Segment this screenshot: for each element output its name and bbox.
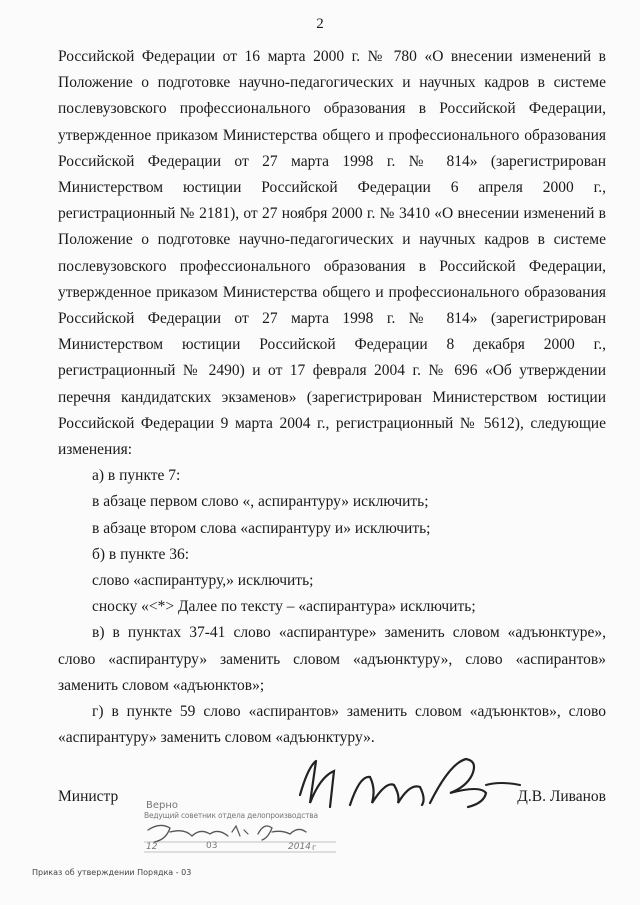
certification-stamp <box>140 800 340 862</box>
body-text <box>58 44 606 751</box>
stamp-date-year: 2014 <box>288 842 311 852</box>
minister-title: Министр <box>58 788 119 805</box>
page-number: 2 <box>316 16 324 32</box>
paragraph: Российской Федерации от 16 марта 2000 г. № 780 «О внесении изменений в Положение о подготовке научно-педагогических и научных кадров в системе послевузовского профессионального образования в Российской Федерации, утвержденное приказом Министерства общего и профессионального образования Российской Федерации от 27 марта 1998 г. № 814» (зарегистрирован Министерством юстиции Российской Федерации 6 апреля 2000 г., регистрационный № 2181), от 27 ноября 2000 г. № 3410 «О внесении изменений в Положение о подготовке научно-педагогических и научных кадров в системе послевузовского профессионального образования в Российской Федерации, утвержденное приказом Министерства общего и профессионального образования Российской Федерации от 27 марта 1998 г. № 814» (зарегистрирован Министерством юстиции Российской Федерации 8 декабря 2000 г., регистрационный № 2490) и от 17 февраля 2004 г. № 696 «Об утверждении перечня кандидатских экзаменов» (зарегистрирован Министерством юстиции Российской Федерации 9 марта 2004 г., регистрационный № 5612), следующие изменения: <box>58 48 606 459</box>
minister-name: Д.В. Ливанов <box>517 788 606 805</box>
paragraph: г) в пункте 59 слово «аспирантов» заменить словом «адъюнктов», слово «аспирантуру» заменить словом «адъюнктуру». <box>58 703 606 747</box>
footer-text: Приказ об утверждении Порядка - 03 <box>32 868 192 877</box>
stamp-date-month: 03 <box>206 841 218 851</box>
paragraph: б) в пункте 36: <box>92 545 190 563</box>
paragraph: в абзаце втором слова «аспирантуру и» исключить; <box>92 519 431 537</box>
stamp-date-suffix: г <box>312 843 317 852</box>
paragraph: а) в пункте 7: <box>92 467 181 485</box>
paragraph: в абзаце первом слово «, аспирантуру» исключить; <box>92 493 429 511</box>
paragraph: сноску «<*> Далее по тексту – «аспирантура» исключить; <box>92 598 476 616</box>
stamp-title: Верно <box>146 800 179 811</box>
paragraph: в) в пунктах 37-41 слово «аспирантуре» заменить словом «адъюнктуре», слово «аспирантуру» заменить словом «адъюнктуру», слово «аспирантов» заменить словом «адъюнктов»; <box>58 624 606 694</box>
stamp-date-day: 12 <box>146 842 158 852</box>
stamp-signature <box>140 818 340 862</box>
stamp-role: Ведущий советник отдела делопроизводства <box>144 811 318 820</box>
paragraph: слово «аспирантуру,» исключить; <box>92 572 314 590</box>
